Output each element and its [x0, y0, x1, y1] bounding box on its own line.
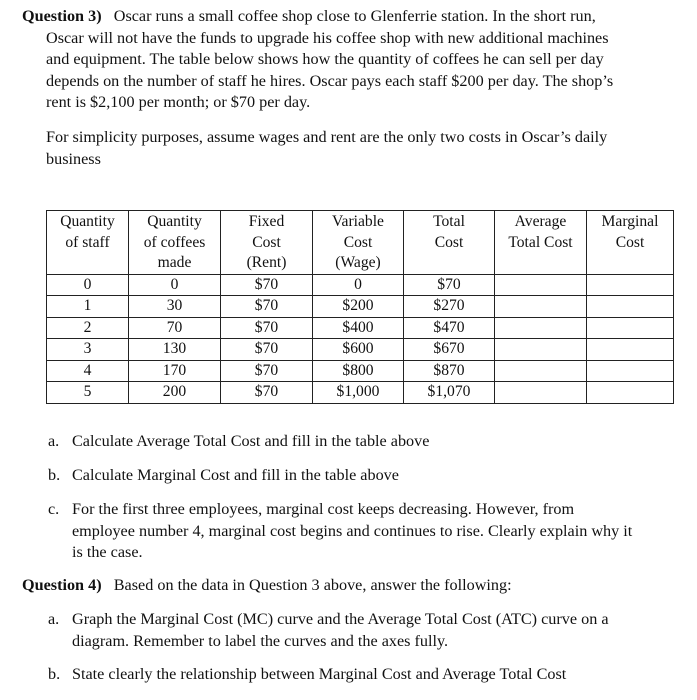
- table-row: [47, 296, 674, 318]
- cell-total-cost: $670: [404, 339, 495, 361]
- table-row: [47, 339, 674, 361]
- question-4-intro: Based on the data in Question 3 above, answer the following:: [113, 576, 512, 594]
- part-letter: a.: [48, 610, 60, 628]
- question-4-heading: [22, 575, 512, 597]
- cell-total-cost: $1,070: [404, 382, 495, 404]
- cell-variable-cost: $200: [313, 296, 404, 318]
- cell-total-cost: $270: [404, 296, 495, 318]
- part-text-line-1: For the first three employees, marginal cost keeps decreasing. However, from: [72, 500, 575, 518]
- cell-coffees: 0: [129, 274, 221, 296]
- cell-marginal-cost[interactable]: [587, 360, 674, 382]
- header-quantity-of-staff: Quantity of staff: [47, 211, 129, 275]
- cell-fixed-cost: $70: [221, 317, 313, 339]
- cell-marginal-cost[interactable]: [587, 317, 674, 339]
- part-letter: c.: [48, 500, 60, 518]
- part-text-line-3: is the case.: [72, 543, 143, 561]
- cell-fixed-cost: $70: [221, 382, 313, 404]
- q3-line-4: depends on the number of staff he hires. Oscar pays each staff $200 per day. The shop’s: [46, 71, 614, 90]
- part-text-line-2: diagram. Remember to label the curves and the axes fully.: [72, 631, 449, 650]
- cell-marginal-cost[interactable]: [587, 382, 674, 404]
- header-fixed-cost: Fixed Cost (Rent): [221, 211, 313, 275]
- cell-total-cost: $870: [404, 360, 495, 382]
- question-3-text: [22, 6, 674, 114]
- simplicity-note: [46, 127, 666, 170]
- cell-average-total-cost[interactable]: [495, 382, 587, 404]
- table-row: [47, 382, 674, 404]
- part-text: Calculate Average Total Cost and fill in the table above: [72, 432, 430, 450]
- part-letter: b.: [48, 466, 61, 484]
- question-4-label: Question 4): [22, 576, 102, 594]
- part-letter: b.: [48, 665, 61, 683]
- q3-part-b: [46, 465, 686, 487]
- header-variable-cost: Variable Cost (Wage): [313, 211, 404, 275]
- part-text: Calculate Marginal Cost and fill in the table above: [72, 466, 399, 484]
- cell-staff: 5: [47, 382, 129, 404]
- q3-line-1: Oscar runs a small coffee shop close to Glenferrie station. In the short run,: [113, 7, 596, 25]
- cell-average-total-cost[interactable]: [495, 296, 587, 318]
- q4-part-b: [46, 664, 686, 686]
- cell-variable-cost: $600: [313, 339, 404, 361]
- q3-line-2: Oscar will not have the funds to upgrade his coffee shop with new additional machines: [46, 28, 609, 47]
- cell-variable-cost: $1,000: [313, 382, 404, 404]
- cell-staff: 0: [47, 274, 129, 296]
- cell-marginal-cost[interactable]: [587, 274, 674, 296]
- question-3-label: Question 3): [22, 7, 102, 25]
- table-header-row: [47, 211, 674, 275]
- cell-variable-cost: $400: [313, 317, 404, 339]
- header-quantity-of-coffees: Quantity of coffees made: [129, 211, 221, 275]
- header-total-cost: Total Cost: [404, 211, 495, 275]
- cell-staff: 2: [47, 317, 129, 339]
- table-row: [47, 317, 674, 339]
- cell-coffees: 30: [129, 296, 221, 318]
- table-row: [47, 360, 674, 382]
- cell-fixed-cost: $70: [221, 339, 313, 361]
- cell-fixed-cost: $70: [221, 296, 313, 318]
- cell-average-total-cost[interactable]: [495, 339, 587, 361]
- cell-marginal-cost[interactable]: [587, 339, 674, 361]
- cell-coffees: 170: [129, 360, 221, 382]
- cell-fixed-cost: $70: [221, 274, 313, 296]
- cell-variable-cost: 0: [313, 274, 404, 296]
- cell-coffees: 70: [129, 317, 221, 339]
- q3-part-c: [46, 499, 686, 564]
- part-text: State clearly the relationship between Marginal Cost and Average Total Cost: [72, 665, 567, 683]
- cell-staff: 3: [47, 339, 129, 361]
- q3-line-3: and equipment. The table below shows how the quantity of coffees he can sell per day: [46, 50, 604, 68]
- cell-total-cost: $70: [404, 274, 495, 296]
- simplicity-line-1: For simplicity purposes, assume wages and rent are the only two costs in Oscar’s daily: [46, 128, 608, 146]
- q3-line-5: rent is $2,100 per month; or $70 per day.: [46, 93, 311, 111]
- cell-total-cost: $470: [404, 317, 495, 339]
- q3-part-a: [46, 431, 686, 453]
- cell-coffees: 200: [129, 382, 221, 404]
- q4-part-a: [46, 609, 686, 652]
- cell-fixed-cost: $70: [221, 360, 313, 382]
- header-average-total-cost: Average Total Cost: [495, 211, 587, 275]
- simplicity-line-2: business: [46, 149, 101, 168]
- cell-marginal-cost[interactable]: [587, 296, 674, 318]
- cell-coffees: 130: [129, 339, 221, 361]
- part-text-line-2: employee number 4, marginal cost begins and continues to rise. Clearly explain why it: [72, 521, 633, 540]
- cell-staff: 1: [47, 296, 129, 318]
- cell-average-total-cost[interactable]: [495, 274, 587, 296]
- header-marginal-cost: Marginal Cost: [587, 211, 674, 275]
- cell-staff: 4: [47, 360, 129, 382]
- part-text-line-1: Graph the Marginal Cost (MC) curve and the Average Total Cost (ATC) curve on a: [72, 610, 609, 628]
- table-row: [47, 274, 674, 296]
- part-letter: a.: [48, 432, 60, 450]
- cell-variable-cost: $800: [313, 360, 404, 382]
- cell-average-total-cost[interactable]: [495, 317, 587, 339]
- cost-table: [46, 210, 674, 404]
- cell-average-total-cost[interactable]: [495, 360, 587, 382]
